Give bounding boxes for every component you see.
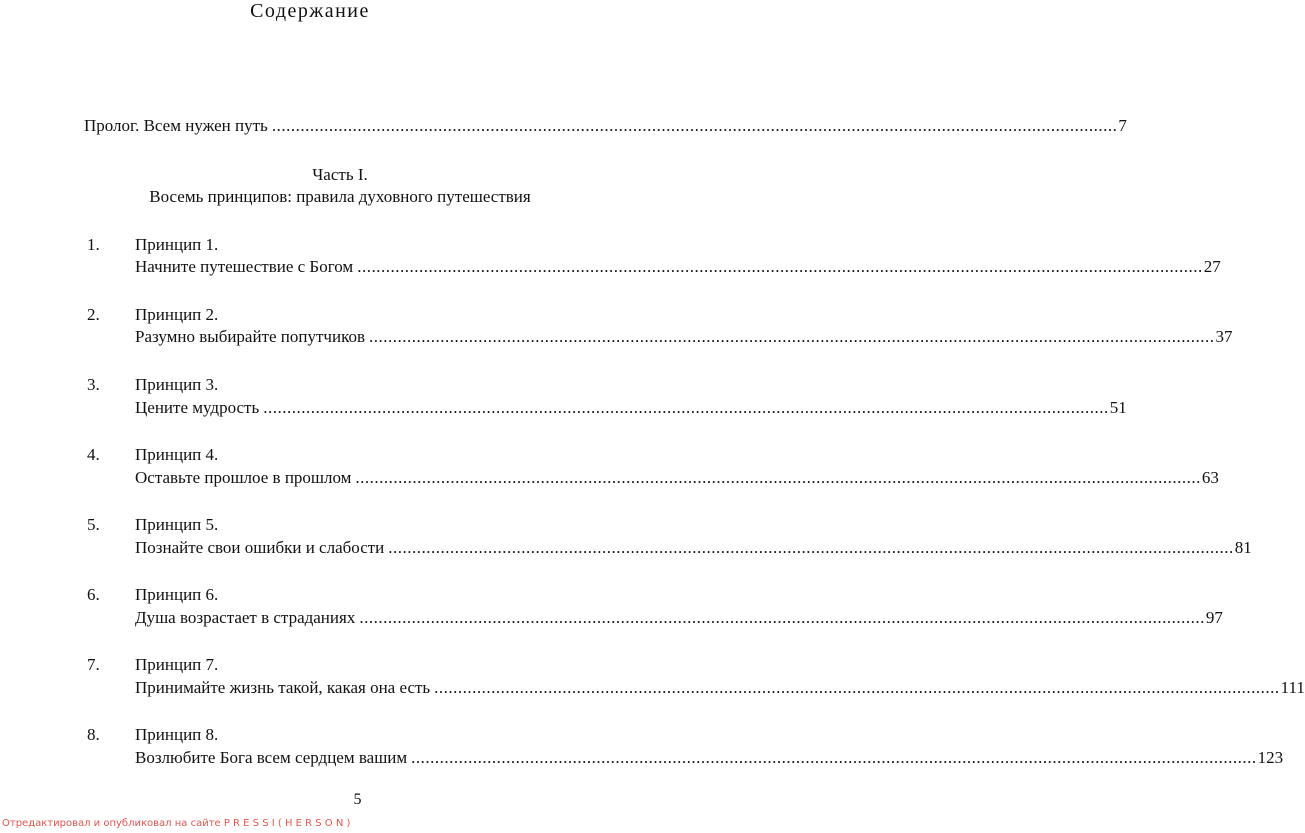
chapter-principle: Принцип 5. xyxy=(135,515,219,534)
toc-entry xyxy=(135,678,1305,698)
toc-entry xyxy=(135,398,1127,418)
toc-entry-page: 123 xyxy=(1257,748,1284,767)
toc-entry-title: Оставьте прошлое в прошлом xyxy=(135,468,352,487)
page-number: 5 xyxy=(353,791,362,808)
toc-entry-title: Пролог. Всем нужен путь xyxy=(84,116,268,135)
dot-leader xyxy=(434,678,1280,698)
chapter-number: 6. xyxy=(87,585,100,604)
toc-entry xyxy=(135,257,1221,277)
toc-entry-page: 51 xyxy=(1109,398,1127,417)
toc-entry-page: 111 xyxy=(1280,678,1305,697)
chapter-principle: Принцип 7. xyxy=(135,655,219,674)
toc-entry-title: Душа возрастает в страданиях xyxy=(135,608,356,627)
dot-leader xyxy=(263,398,1109,418)
chapter-principle: Принцип 4. xyxy=(135,445,219,464)
chapter-number: 5. xyxy=(87,515,100,534)
page-title: Содержание xyxy=(250,0,370,22)
dot-leader xyxy=(388,538,1234,558)
toc-entry-title: Познайте свои ошибки и слабости xyxy=(135,538,385,557)
chapter-number: 8. xyxy=(87,725,100,744)
chapter-number: 3. xyxy=(87,375,100,394)
dot-leader xyxy=(355,468,1201,488)
toc-entry-page: 27 xyxy=(1203,257,1221,276)
toc-entry-page: 7 xyxy=(1118,116,1127,135)
chapter-principle: Принцип 6. xyxy=(135,585,219,604)
toc-entry-title: Начните путешествие с Богом xyxy=(135,257,354,276)
dot-leader xyxy=(272,116,1118,136)
part-subtitle: Восемь принципов: правила духовного путешествия xyxy=(149,187,531,206)
dot-leader xyxy=(369,327,1215,347)
chapter-number: 7. xyxy=(87,655,100,674)
toc-entry xyxy=(135,327,1233,347)
toc-entry-page: 81 xyxy=(1234,538,1252,557)
toc-entry xyxy=(135,538,1252,558)
toc-entry-page: 63 xyxy=(1201,468,1219,487)
chapter-number: 4. xyxy=(87,445,100,464)
toc-entry xyxy=(135,748,1284,768)
toc-entry-page: 37 xyxy=(1215,327,1233,346)
chapter-number: 1. xyxy=(87,235,100,254)
part-label: Часть I. xyxy=(312,165,368,184)
toc-entry-title: Возлюбите Бога всем сердцем вашим xyxy=(135,748,408,767)
chapter-principle: Принцип 1. xyxy=(135,235,219,254)
toc-entry-title: Принимайте жизнь такой, какая она есть xyxy=(135,678,431,697)
dot-leader xyxy=(357,257,1203,277)
dot-leader xyxy=(359,608,1205,628)
toc-entry xyxy=(135,608,1223,628)
toc-entry xyxy=(135,468,1219,488)
chapter-number: 2. xyxy=(87,305,100,324)
toc-entry-title: Цените мудрость xyxy=(135,398,260,417)
toc-entry-prologue xyxy=(84,116,1127,136)
dot-leader xyxy=(411,748,1257,768)
toc-entry-page: 97 xyxy=(1205,608,1223,627)
chapter-principle: Принцип 8. xyxy=(135,725,219,744)
watermark-text: Отредактировал и опубликовал на сайте P R E S S I ( H E R S O N ) xyxy=(2,818,351,829)
toc-entry-title: Разумно выбирайте попутчиков xyxy=(135,327,365,346)
chapter-principle: Принцип 3. xyxy=(135,375,219,394)
chapter-principle: Принцип 2. xyxy=(135,305,219,324)
